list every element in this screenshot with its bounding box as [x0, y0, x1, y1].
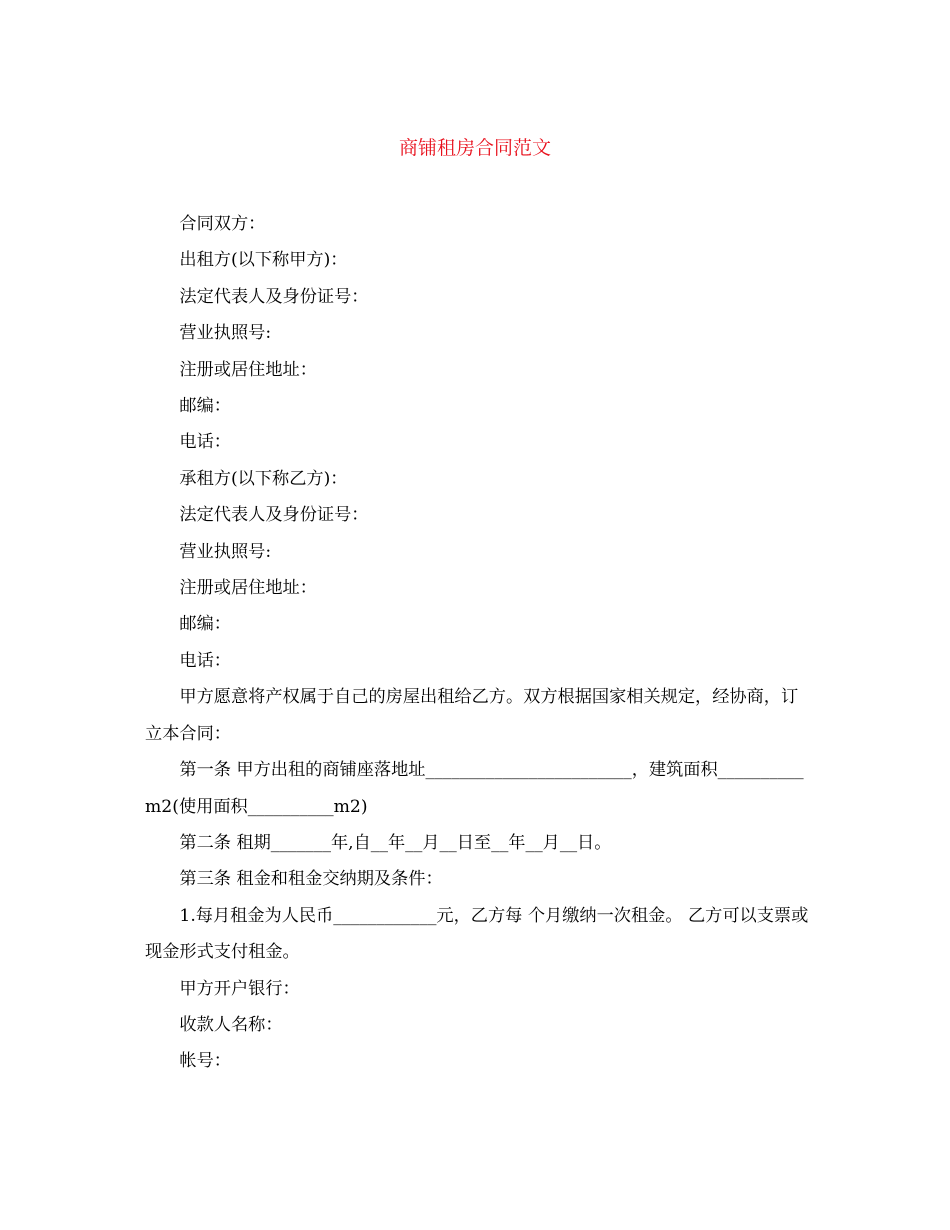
- paragraph: 邮编：: [179, 614, 231, 635]
- paragraph: 甲方愿意将产权属于自己的房屋出租给乙方。双方根据国家相关规定，经协商，订立本合同：: [145, 687, 799, 744]
- paragraph: 营业执照号:: [179, 541, 272, 562]
- paragraph: 合同双方：: [179, 214, 266, 234]
- document-body: [145, 206, 810, 1080]
- paragraph: 电话：: [179, 432, 231, 453]
- document-title: 商铺租房合同范文: [398, 137, 551, 159]
- paragraph: 帐号：: [179, 1051, 231, 1072]
- paragraph: 法定代表人及身份证号：: [179, 505, 369, 526]
- paragraph: 收款人名称：: [179, 1014, 283, 1035]
- paragraph: 甲方开户银行：: [179, 978, 300, 999]
- paragraph: 注册或居住地址：: [179, 359, 317, 380]
- paragraph: 第一条 甲方出租的商铺座落地址________________________，建筑面积__________m2(使用面积__________m2): [145, 760, 804, 817]
- paragraph: 注册或居住地址：: [179, 578, 317, 599]
- paragraph: 出租方(以下称甲方)：: [179, 250, 348, 271]
- paragraph: 第三条 租金和租金交纳期及条件：: [179, 869, 443, 890]
- paragraph: 法定代表人及身份证号：: [179, 286, 369, 307]
- paragraph: 邮编：: [179, 396, 231, 417]
- paragraph: 电话：: [179, 650, 231, 671]
- paragraph: 营业执照号:: [179, 323, 272, 344]
- paragraph: 第二条 租期_______年,自__年__月__日至__年__月__日。: [179, 832, 612, 853]
- paragraph: 1.每月租金为人民币____________元，乙方每 个月缴纳一次租金。 乙方可以支票或现金形式支付租金。: [145, 905, 809, 963]
- paragraph: 承租方(以下称乙方)：: [179, 468, 348, 489]
